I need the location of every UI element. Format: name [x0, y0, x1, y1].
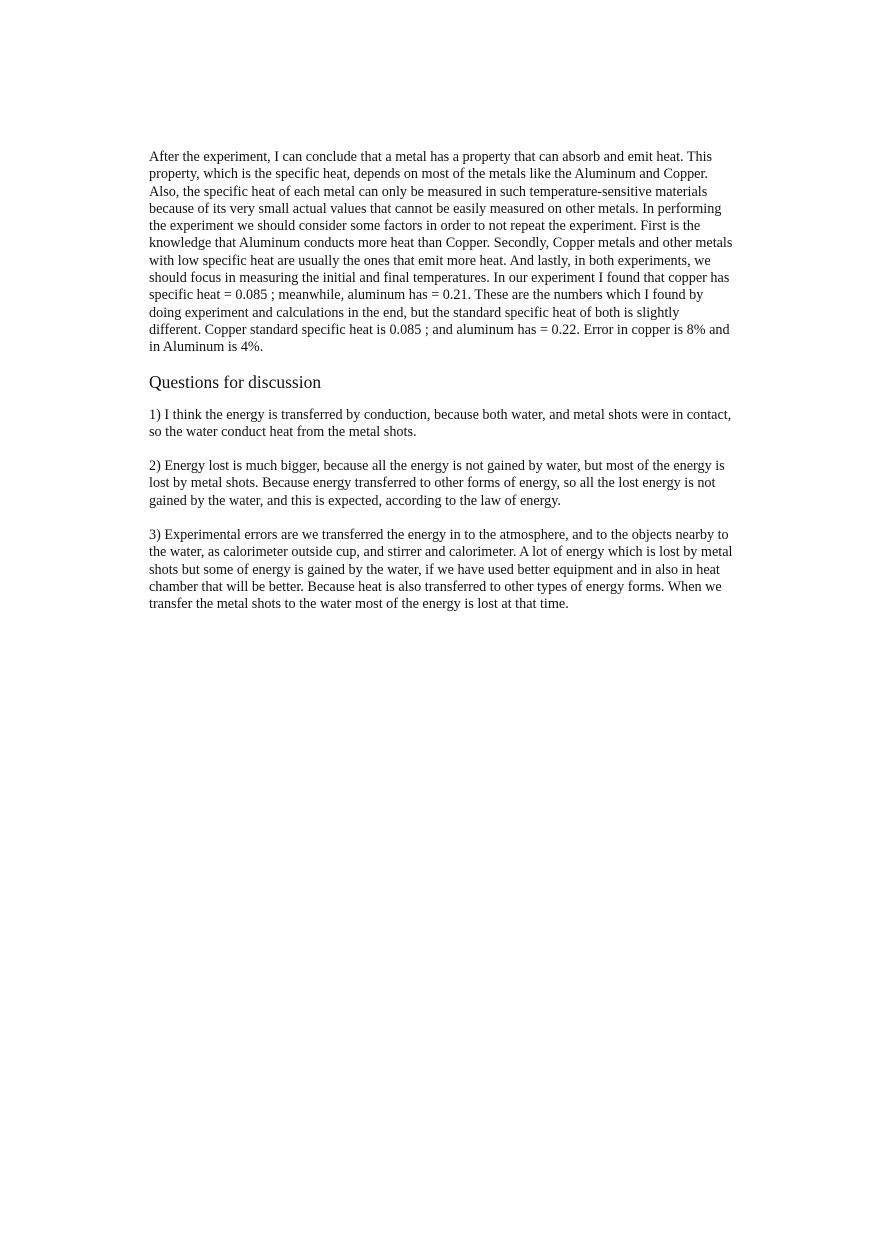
discussion-heading: Questions for discussion — [149, 371, 322, 392]
answer-3: 3) Experimental errors are we transferred the energy in to the atmosphere, and to the objects nearby to the water, as calorimeter outside cup, and stirrer and calorimeter. A lot of energy which is lost by metal shots but some of energy is gained by the water, if we have used better equipment and in also in heat chamber that will be better. Because heat is also transferred to other types of energy forms. When we transfer the metal shots to the water most of the energy is lost at that time. — [149, 527, 733, 613]
answer-1: 1) I think the energy is transferred by conduction, because both water, and metal shots were in contact, so the water conduct heat from the metal shots. — [149, 406, 732, 440]
document-body — [149, 149, 734, 614]
answer-2: 2) Energy lost is much bigger, because all the energy is not gained by water, but most of the energy is lost by metal shots. Because energy transferred to other forms of energy, so all the lost energy is not gained by the water, and this is expected, according to the law of energy. — [149, 458, 725, 509]
conclusion-paragraph: After the experiment, I can conclude that a metal has a property that can absorb and emit heat. This property, which is the specific heat, depends on most of the metals like the Aluminum and Copper. Also, the specific heat of each metal can only be measured in such temperature-sensitive materials because of its very small actual values that cannot be easily measured on other metals. In performing the experiment we should consider some factors in order to not repeat the experiment. First is the knowledge that Aluminum conducts more heat than Copper. Secondly, Copper metals and other metals with low specific heat are usually the ones that emit more heat. And lastly, in both experiments, we should focus in measuring the initial and final temperatures. In our experiment I found that copper has specific heat = 0.085 ; meanwhile, aluminum has = 0.21. These are the numbers which I found by doing experiment and calculations in the end, but the standard specific heat of both is slightly different. Copper standard specific heat is 0.085 ; and aluminum has = 0.22. Error in copper is 8% and in Aluminum is 4%. — [149, 149, 733, 356]
